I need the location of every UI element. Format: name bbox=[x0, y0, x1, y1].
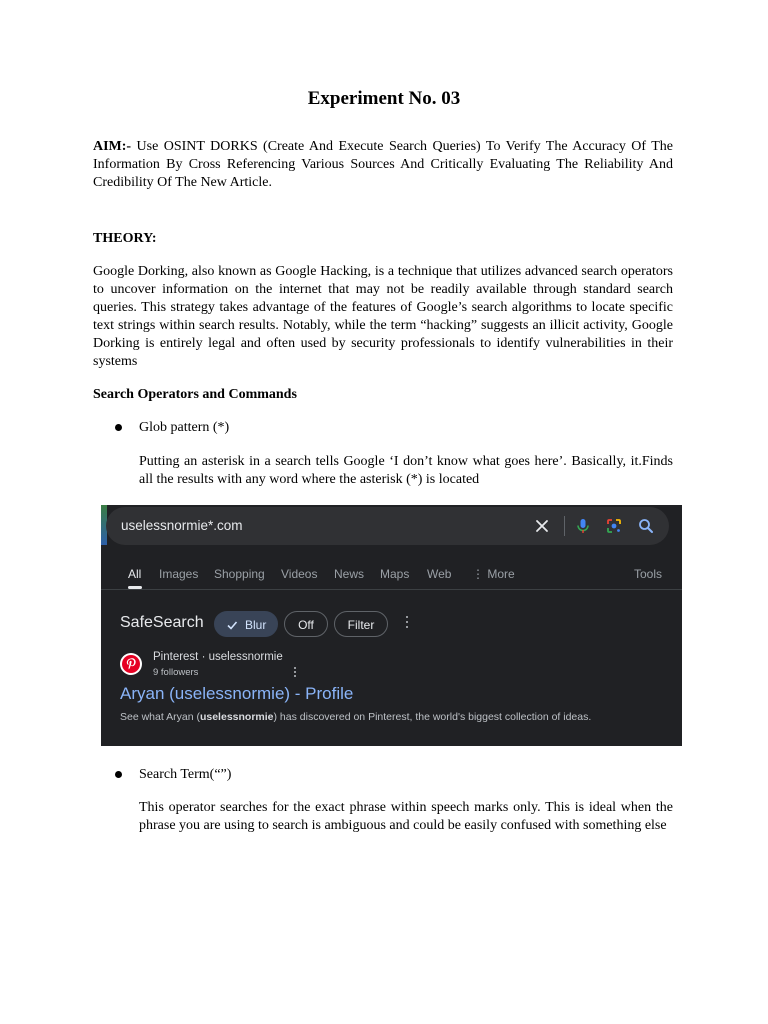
result-source[interactable]: Pinterest · uselessnormie bbox=[153, 651, 283, 663]
aim-paragraph bbox=[93, 138, 673, 192]
tab-maps[interactable]: Maps bbox=[380, 567, 410, 581]
lens-icon[interactable] bbox=[605, 517, 623, 535]
page-title: Experiment No. 03 bbox=[307, 88, 461, 109]
safesearch-more-icon[interactable] bbox=[405, 616, 409, 632]
search-bar-divider bbox=[564, 516, 565, 536]
result-title-link[interactable]: Aryan (uselessnormie) - Profile bbox=[120, 684, 354, 703]
search-tabs bbox=[101, 567, 682, 589]
clear-icon[interactable] bbox=[533, 517, 551, 535]
result-more-icon[interactable] bbox=[293, 667, 297, 679]
result-snippet bbox=[120, 709, 620, 725]
search-query[interactable]: uselessnormie*.com bbox=[121, 518, 243, 533]
blur-chip-label: Blur bbox=[245, 618, 267, 632]
tab-web[interactable]: Web bbox=[427, 567, 452, 581]
blur-chip[interactable] bbox=[214, 611, 278, 637]
safesearch-label: SafeSearch bbox=[120, 614, 204, 631]
tab-images[interactable]: Images bbox=[159, 567, 199, 581]
tab-more[interactable] bbox=[472, 567, 515, 581]
theory-heading: THEORY: bbox=[93, 231, 157, 246]
aim-text: Use OSINT DORKS (Create And Execute Search Queries) To Verify The Accuracy Of The Information By Cross Referencing Various Sources And Critically Evaluating The Reliability And Credibility Of The New Article. bbox=[93, 139, 673, 190]
more-kebab-icon: ⋮ bbox=[472, 567, 488, 581]
microphone-icon[interactable] bbox=[574, 517, 592, 535]
search-icon[interactable] bbox=[637, 517, 655, 535]
search-term-description: This operator searches for the exact phrase within speech marks only. This is ideal when the phrase you are using to search is ambiguous and could be easily confused with something else bbox=[139, 800, 673, 833]
tabs-divider bbox=[101, 589, 682, 590]
google-search-screenshot bbox=[101, 505, 682, 746]
aim-label: AIM:- bbox=[93, 139, 132, 154]
theory-paragraph: Google Dorking, also known as Google Hacking, is a technique that utilizes advanced search operators to uncover information on the internet that may not be readily available through standard search queries. This strategy takes advantage of the features of Google’s search algorithms to locate specific text strings within search results. Notably, while the term “hacking” suggests an illicit activity, Google Dorking is entirely legal and often used by security professionals to identify vulnerabilities in their systems bbox=[93, 264, 673, 369]
tab-shopping[interactable]: Shopping bbox=[214, 567, 265, 581]
bullet-title: Glob pattern (*) bbox=[139, 420, 230, 435]
tab-more-label: More bbox=[487, 567, 515, 581]
pinterest-icon bbox=[120, 653, 142, 675]
bullet-dot bbox=[115, 424, 122, 431]
tab-tools[interactable]: Tools bbox=[634, 567, 663, 581]
filter-chip[interactable]: Filter bbox=[334, 611, 388, 637]
check-icon bbox=[226, 619, 238, 631]
snippet-text-after: ) has discovered on Pinterest, the world's biggest collection of ideas. bbox=[273, 711, 592, 723]
operators-heading: Search Operators and Commands bbox=[93, 387, 297, 402]
search-bar[interactable] bbox=[106, 507, 669, 545]
result-followers: 9 followers bbox=[153, 667, 199, 678]
off-chip[interactable]: Off bbox=[284, 611, 328, 637]
snippet-text-before: See what Aryan ( bbox=[120, 711, 200, 723]
glob-pattern-description: Putting an asterisk in a search tells Google ‘I don’t know what goes here’. Basically, it.Finds all the results with any word where the asterisk (*) is located bbox=[139, 454, 673, 487]
tab-news[interactable]: News bbox=[334, 567, 365, 581]
tab-all[interactable]: All bbox=[128, 567, 142, 581]
bullet-dot bbox=[115, 771, 122, 778]
tab-videos[interactable]: Videos bbox=[281, 567, 318, 581]
snippet-highlight: uselessnormie bbox=[199, 711, 274, 723]
bullet-title: Search Term(“”) bbox=[139, 767, 232, 782]
